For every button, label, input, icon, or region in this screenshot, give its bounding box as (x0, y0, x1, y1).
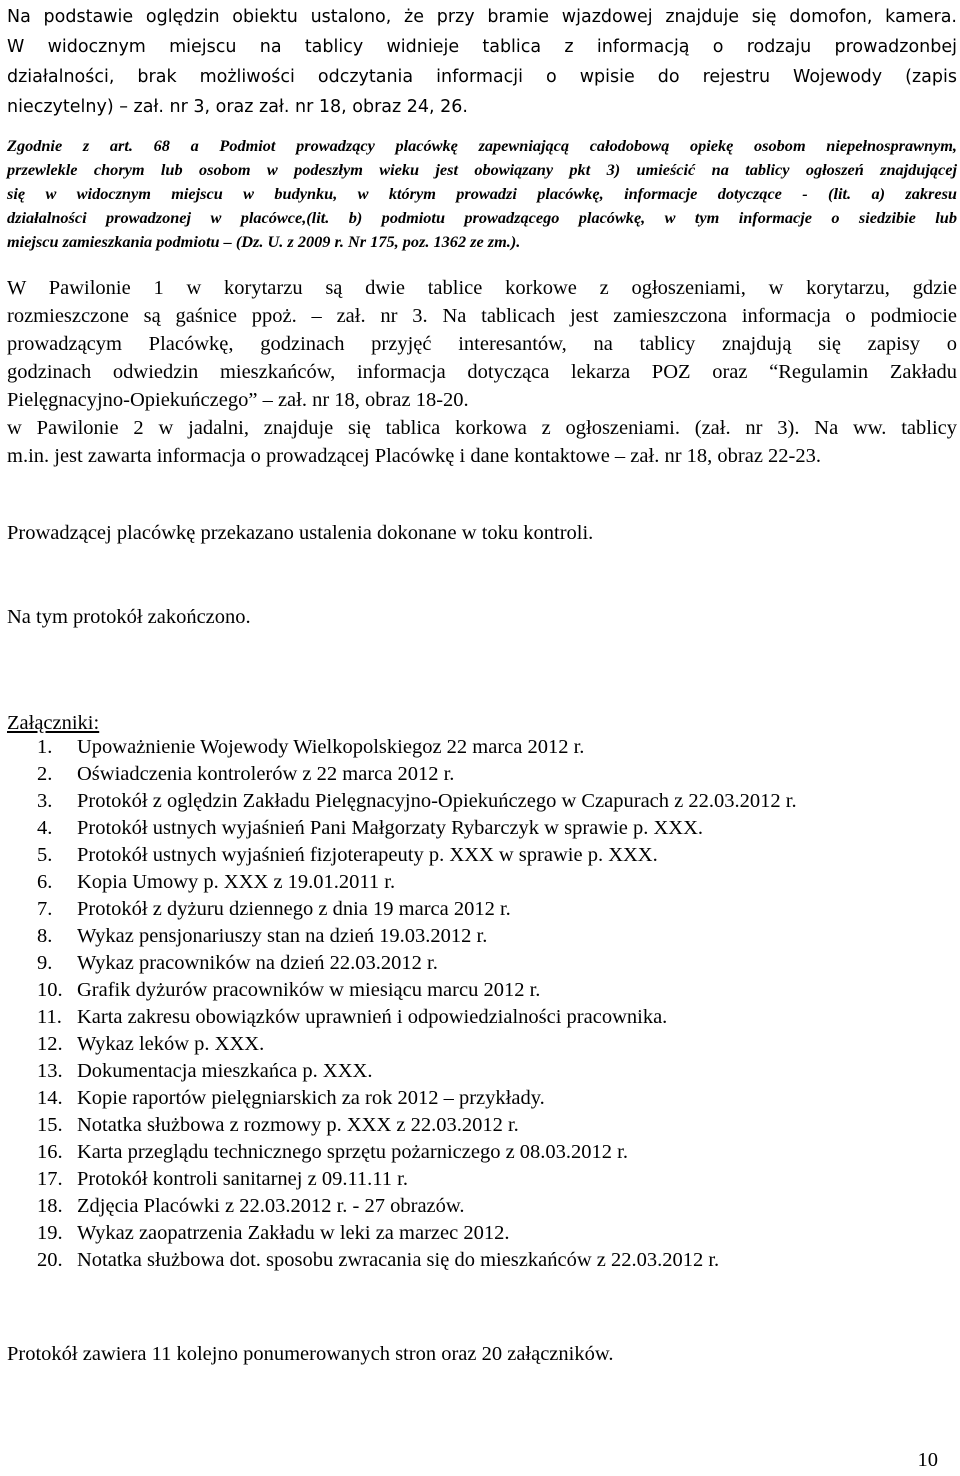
list-item (7, 950, 937, 977)
paragraph-protocol-closed: Na tym protokół zakończono. (7, 606, 251, 628)
text-line: W widocznym miejscu na tablicy widnieje tablica z informacją o rodzaju prowadzonbej (7, 37, 957, 57)
item-text: Protokół z oględzin Zakładu Pielęgnacyjno-Opiekuńczego w Czapurach z 22.03.2012 r. (77, 790, 797, 812)
item-text: Wykaz pensjonariuszy stan na dzień 19.03.2012 r. (77, 925, 488, 947)
list-item (7, 1139, 937, 1166)
item-text: Protokół z dyżuru dziennego z dnia 19 marca 2012 r. (77, 898, 511, 920)
text-line: działalności, brak możliwości odczytania informacji o wpisie do rejestru Wojewody (zapis (7, 67, 957, 87)
list-item (7, 842, 937, 869)
item-text: Zdjęcia Placówki z 22.03.2012 r. - 27 obrazów. (77, 1195, 465, 1217)
item-text: Oświadczenia kontrolerów z 22 marca 2012 r. (77, 763, 455, 785)
item-number: 8. (37, 925, 53, 947)
item-text: Upoważnienie Wojewody Wielkopolskiegoz 22 marca 2012 r. (77, 736, 585, 758)
item-number: 14. (37, 1087, 63, 1109)
text-line: rozmieszczone są gaśnice ppoż. – zał. nr 3. Na tablicach jest zamieszczona informacja o podmiocie (7, 305, 957, 327)
item-text: Protokół kontroli sanitarnej z 09.11.11 r. (77, 1168, 408, 1190)
item-number: 18. (37, 1195, 63, 1217)
list-item (7, 1058, 937, 1085)
list-item (7, 788, 937, 815)
list-item (7, 923, 937, 950)
paragraph-findings-delivered: Prowadzącej placówkę przekazano ustalenia dokonane w toku kontroli. (7, 522, 594, 544)
item-text: Wykaz zaopatrzenia Zakładu w leki za marzec 2012. (77, 1222, 510, 1244)
text-line: W Pawilonie 1 w korytarzu są dwie tablice korkowe z ogłoszeniami, w korytarzu, gdzie (7, 277, 957, 299)
text-line: działalności prowadzonej w placówce,(lit. b) podmiotu prowadzącego placówkę, w tym informacje o siedzibie lub (7, 208, 957, 227)
text-line: przewlekle chorym lub osobom w podeszłym wieku jest obowiązany pkt 3) umieścić na tablicy ogłoszeń znajdującej (7, 160, 957, 179)
text-line: w Pawilonie 2 w jadalni, znajduje się tablica korkowa z ogłoszeniami. (zał. nr 3). Na ww. tablicy (7, 417, 957, 439)
item-text: Notatka służbowa dot. sposobu zwracania się do mieszkańców z 22.03.2012 r. (77, 1249, 720, 1271)
item-number: 1. (37, 736, 53, 758)
text-line: godzinach odwiedzin mieszkańców, informacja dotycząca lekarza POZ oraz “Regulamin Zakładu (7, 361, 957, 383)
item-text: Protokół ustnych wyjaśnień Pani Małgorzaty Rybarczyk w sprawie p. XXX. (77, 817, 704, 839)
list-item (7, 1004, 937, 1031)
list-item (7, 815, 937, 842)
item-number: 13. (37, 1060, 63, 1082)
text-line: prowadzącym Placówkę, godzinach przyjęć interesantów, na tablicy znajdują się zapisy o (7, 333, 957, 355)
item-text: Protokół ustnych wyjaśnień fizjoterapeuty p. XXX w sprawie p. XXX. (77, 844, 658, 866)
item-number: 6. (37, 871, 53, 893)
text-line: m.in. jest zawarta informacja o prowadzącej Placówkę i dane kontaktowe – zał. nr 18, obraz 22-23. (7, 445, 821, 467)
item-number: 5. (37, 844, 53, 866)
list-item (7, 1193, 937, 1220)
text-line: Pielęgnacyjno-Opiekuńczego” – zał. nr 18, obraz 18-20. (7, 389, 469, 411)
list-item (7, 1112, 937, 1139)
item-number: 7. (37, 898, 53, 920)
list-item (7, 869, 937, 896)
item-number: 20. (37, 1249, 63, 1271)
list-item (7, 1247, 937, 1274)
item-text: Karta zakresu obowiązków uprawnień i odpowiedzialności pracownika. (77, 1006, 668, 1028)
attachments-heading: Załączniki: (7, 712, 100, 734)
item-text: Kopia Umowy p. XXX z 19.01.2011 r. (77, 871, 396, 893)
item-number: 12. (37, 1033, 63, 1055)
paragraph-legal-basis (7, 134, 957, 254)
item-text: Dokumentacja mieszkańca p. XXX. (77, 1060, 373, 1082)
item-text: Notatka służbowa z rozmowy p. XXX z 22.03.2012 r. (77, 1114, 519, 1136)
item-number: 15. (37, 1114, 63, 1136)
item-number: 17. (37, 1168, 63, 1190)
closing-statement: Protokół zawiera 11 kolejno ponumerowanych stron oraz 20 załączników. (7, 1343, 614, 1365)
item-text: Grafik dyżurów pracowników w miesiącu marcu 2012 r. (77, 979, 541, 1001)
text-line: się w widocznym miejscu w budynku, w którym prowadzi placówkę, informacje dotyczące - (lit. a) zakresu (7, 184, 957, 203)
item-number: 3. (37, 790, 53, 812)
text-line: nieczytelny) – zał. nr 3, oraz zał. nr 18, obraz 24, 26. (7, 97, 468, 117)
list-item (7, 1220, 937, 1247)
text-line: miejscu zamieszkania podmiotu – (Dz. U. z 2009 r. Nr 175, poz. 1362 ze zm.). (7, 232, 521, 251)
list-item (7, 896, 937, 923)
item-number: 19. (37, 1222, 63, 1244)
list-item (7, 761, 937, 788)
item-number: 10. (37, 979, 63, 1001)
text-line: Na podstawie oględzin obiektu ustalono, że przy bramie wjazdowej znajduje się domofon, kamera. (7, 7, 957, 27)
item-text: Wykaz pracowników na dzień 22.03.2012 r. (77, 952, 438, 974)
list-item (7, 1031, 937, 1058)
item-number: 9. (37, 952, 53, 974)
page-number: 10 (917, 1449, 938, 1471)
item-text: Wykaz leków p. XXX. (77, 1033, 265, 1055)
list-item (7, 1166, 937, 1193)
item-number: 16. (37, 1141, 63, 1163)
item-number: 4. (37, 817, 53, 839)
item-text: Karta przeglądu technicznego sprzętu pożarniczego z 08.03.2012 r. (77, 1141, 628, 1163)
paragraph-notice-boards (7, 274, 957, 470)
item-text: Kopie raportów pielęgniarskich za rok 2012 – przykłady. (77, 1087, 545, 1109)
paragraph-inspection-findings (7, 2, 957, 122)
attachments-list (7, 734, 937, 1274)
list-item (7, 734, 937, 761)
list-item (7, 977, 937, 1004)
item-number: 11. (37, 1006, 62, 1028)
list-item (7, 1085, 937, 1112)
text-line: Zgodnie z art. 68 a Podmiot prowadzący placówkę zapewniającą całodobową opiekę osobom niepełnosprawnym, (7, 136, 957, 155)
item-number: 2. (37, 763, 53, 785)
